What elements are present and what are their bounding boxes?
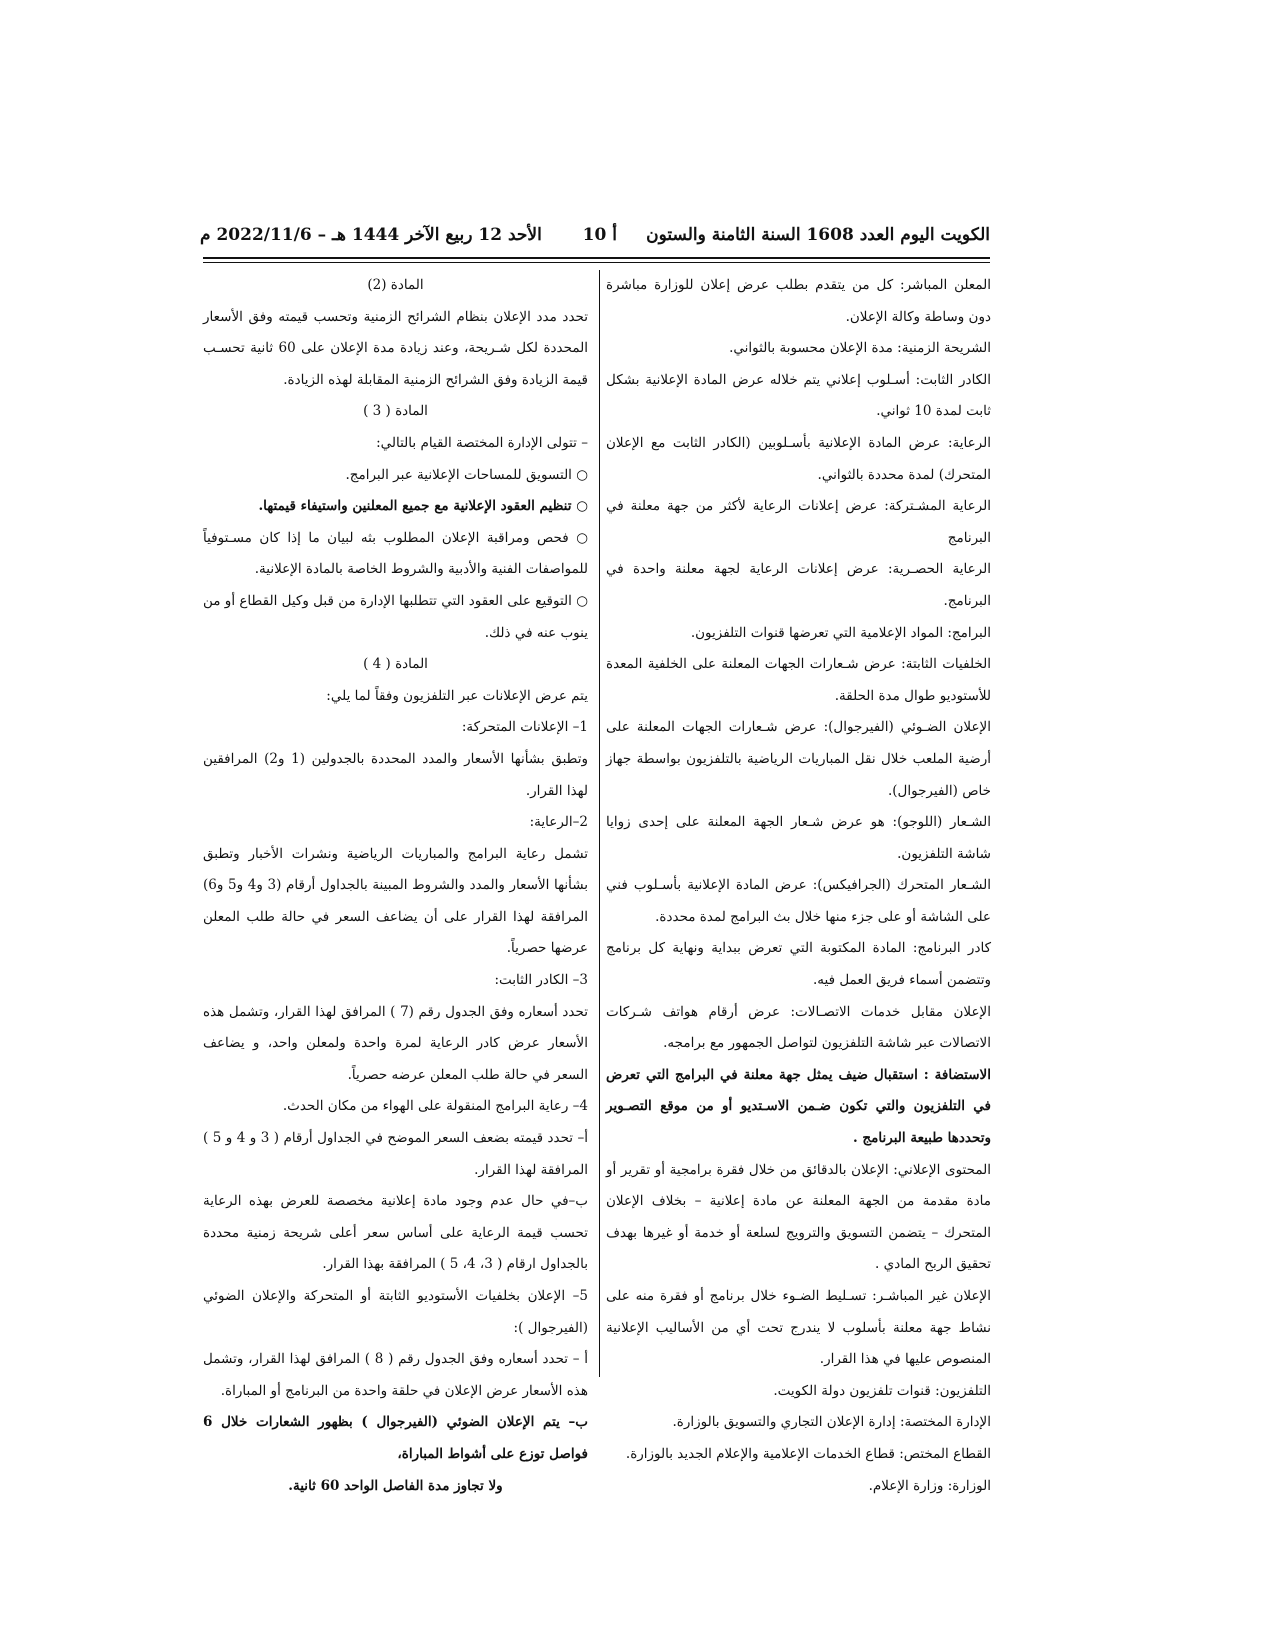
section-3-heading: 3– الكادر الثابت: [494,972,588,989]
article-2-text: تحدد مدد الإعلان بنظام الشرائح الزمنية وتحسب قيمته وفق الأسعار المحددة لكل شـريحة، وعند زيادة مدة الإعلان على 60 ثانية تحسـب قيمة الزيادة وفق الشرائح الزمنية المقابلة لهذه الزيادة. [203,308,588,388]
section-4-heading: 4– رعاية البرامج المنقولة على الهواء من مكان الحدث. [282,1098,588,1115]
definition-telecom-ad: الإعلان مقابل خدمات الاتصـالات: عرض أرقام هواتف شـركات الاتصالات عبر شاشة التلفزيون لتواصل الجمهور مع برامجه. [606,1003,991,1052]
article-3-intro: – تتولى الإدارة المختصة القيام بالتالي: [376,434,588,451]
header-publication: الكويت اليوم العدد 1608 السنة الثامنة والستون [646,225,990,245]
section-4-item-a: أ– تحدد قيمته بضعف السعر الموضح في الجداول أرقام ( 3 و 4 و 5 ) المرافقة لهذا القرار. [203,1130,588,1178]
definition-graphics: الشـعار المتحرك (الجرافيكس): عرض المادة الإعلانية بأسـلوب فني على الشاشة أو على جزء منها خلال بث البرامج لمدة محددة. [606,877,991,925]
article-3-item-1: ○ التسويق للمساحات الإعلانية عبر البرامج. [345,466,588,483]
definition-indirect-ad: الإعلان غير المباشـر: تسـليط الضـوء خلال برنامج أو فقرة منه على نشاط جهة معلنة بأسلوب لا يندرج تحت أي من الأساليب الإعلانية المنصوص عليها في هذا القرار. [606,1288,991,1368]
page-header [200,225,990,253]
definition-competent-sector: القطاع المختص: قطاع الخدمات الإعلامية والإعلام الجديد بالوزارة. [625,1445,991,1462]
header-date: الأحد 12 ربيع الآخر 1444 هـ – 2022/11/6 م [200,225,542,245]
header-rule-thin [203,262,990,263]
section-4-item-b: ب–في حال عدم وجود مادة إعلانية مخصصة للعرض بهذه الرعاية تحسب قيمة الرعاية على أساس سعر أعلى شريحة زمنية محددة بالجداول ارقام ( 3، 4، 5 ) المرافقة بهذا القرار. [203,1193,588,1273]
definition-exclusive-sponsorship: الرعاية الحصـرية: عرض إعلانات الرعاية لجهة معلنة واحدة في البرنامج. [606,561,991,609]
section-5-item-b: ب– يتم الإعلان الضوئي (الفيرجوال ) بظهور الشعارات خلال 6 فواصل توزع على أشواط المباراة، [203,1414,588,1462]
section-1-text: وتطبق بشأنها الأسعار والمدد المحددة بالجدولين (1 و2) المرافقين لهذا القرار. [203,750,589,799]
section-5-item-b-continued: ولا تجاوز مدة الفاصل الواحد 60 ثانية. [288,1477,503,1494]
right-column [606,270,991,1502]
section-3-text: تحدد أسعاره وفق الجدول رقم (7 ) المرافق لهذا القرار، وتشمل هذه الأسعار عرض كادر الرعاية لمرة واحدة ولمعلن واحد، و يضاعف السعر في حالة طلب المعلن عرضه حصرياً. [203,1003,588,1083]
section-2-heading: 2–الرعاية: [529,814,588,831]
header-rule-thick [203,257,990,259]
definition-fixed-frame: الكادر الثابت: أسـلوب إعلاني يتم خلاله عرض المادة الإعلانية بشكل ثابت لمدة 10 ثواني. [606,371,991,420]
section-5-item-a: أ – تحدد أسعاره وفق الجدول رقم ( 8 ) المرافق لهذا القرار، وتشمل هذه الأسعار عرض الإعلان في حلقة واحدة من البرنامج أو المباراة. [203,1351,588,1399]
section-2-text: تشمل رعاية البرامج والمباريات الرياضية ونشرات الأخبار وتطبق بشأنها الأسعار والمدد والشروط المبينة بالجداول أرقام (3 و4 و5 و6) المرافقة لهذا القرار على أن يضاعف السعر في حالة طلب المعلن عرضها حصرياً. [203,845,589,957]
definition-time-slot: الشريحة الزمنية: مدة الإعلان محسوبة بالثواني. [729,340,991,357]
definition-programs: البرامج: المواد الإعلامية التي تعرضها قنوات التلفزيون. [690,624,991,641]
definition-television: التلفزيون: قنوات تلفزيون دولة الكويت. [773,1382,991,1399]
article-3-item-4: ○ التوقيع على العقود التي تتطلبها الإدارة من قبل وكيل القطاع أو من ينوب عنه في ذلك. [203,592,588,641]
article-2-heading: المادة (2) [367,277,424,293]
definition-joint-sponsorship: الرعاية المشـتركة: عرض إعلانات الرعاية لأكثر من جهة معلنة في البرنامج [606,498,991,546]
definition-hosting: الاستضافة : استقبال ضيف يمثل جهة معلنة في البرامج التي تعرض في التلفزيون والتي تكون ضـمن الاسـتديو أو من موقع التصـوير وتحددها طبيعة البرنامج . [606,1066,991,1147]
article-3-item-2: ○ تنظيم العقود الإعلانية مع جميع المعلنين واستيفاء قيمتها. [258,498,588,515]
left-column [203,270,588,1502]
definition-competent-department: الإدارة المختصة: إدارة الإعلان التجاري والتسويق بالوزارة. [672,1414,991,1431]
definition-ad-content: المحتوى الإعلاني: الإعلان بالدقائق من خلال فقرة برامجية أو تقرير أو مادة مقدمة من الجهة المعلنة عن مادة إعلانية – بخلاف الإعلان المتحرك – يتضمن التسويق والترويج لسلعة أو خدمة أو غيرها بهدف تحقيق الربح المادي . [606,1161,991,1273]
section-1-heading: 1– الإعلانات المتحركة: [461,719,588,736]
section-5-heading: 5– الإعلان بخلفيات الأستوديو الثابتة أو المتحركة والإعلان الضوئي (الفيرجوال ): [203,1288,588,1336]
definition-virtual-ad: الإعلان الضـوئي (الفيرجوال): عرض شـعارات الجهات المعلنة على أرضية الملعب خلال نقل المباريات الرياضية بالتلفزيون بواسطة جهاز خاص (الفيرجوال). [606,719,991,799]
definition-logo: الشـعار (اللوجو): هو عرض شـعار الجهة المعلنة على إحدى زوايا شاشة التلفزيون. [606,814,991,862]
article-3-item-3: ○ فحص ومراقبة الإعلان المطلوب بثه لبيان ما إذا كان مسـتوفياً للمواصفات الفنية والأدبية والشروط الخاصة بالمادة الإعلانية. [203,529,588,578]
column-divider [599,270,600,1377]
header-page-number: أ 10 [582,225,617,245]
definition-ministry: الوزارة: وزارة الإعلام. [868,1477,991,1494]
definition-fixed-backgrounds: الخلفيات الثابتة: عرض شـعارات الجهات المعلنة على الخلفية المعدة للأستوديو طوال مدة الحلقة. [606,656,991,704]
article-4-heading: المادة ( 4 ) [363,656,428,673]
article-4-intro: يتم عرض الإعلانات عبر التلفزيون وفقاً لما يلي: [326,687,588,704]
definition-sponsorship: الرعاية: عرض المادة الإعلانية بأسـلوبين (الكادر الثابت مع الإعلان المتحرك) لمدة محددة بالثواني. [606,434,991,483]
definition-program-frame: كادر البرنامج: المادة المكتوبة التي تعرض ببداية ونهاية كل برنامج وتتضمن أسماء فريق العمل فيه. [606,940,991,989]
article-3-heading: المادة ( 3 ) [363,403,428,420]
definition-direct-advertiser: المعلن المباشر: كل من يتقدم بطلب عرض إعلان للوزارة مباشرة دون وساطة وكالة الإعلان. [606,277,991,325]
